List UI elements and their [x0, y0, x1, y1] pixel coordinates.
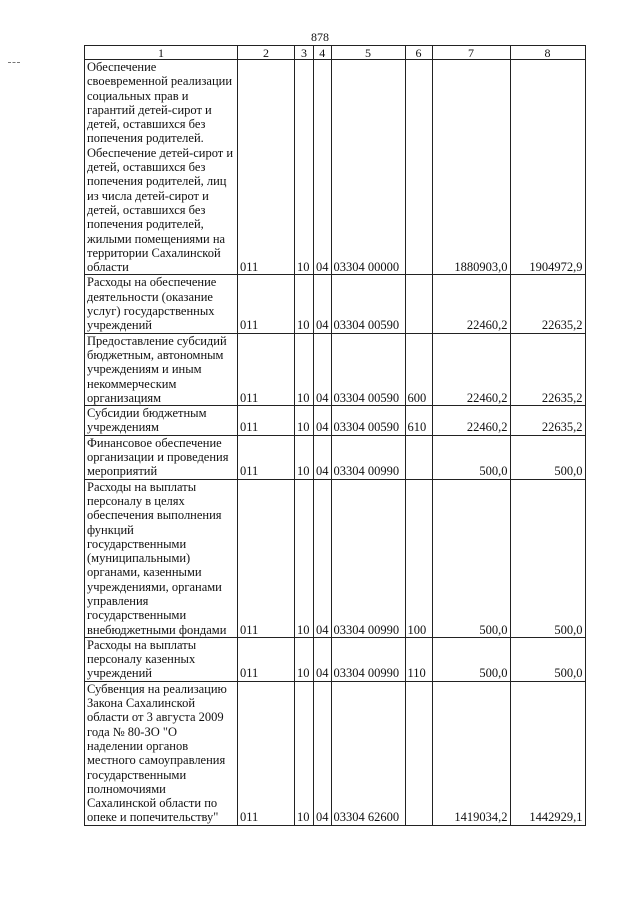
cell-subsection: 04 [314, 275, 332, 333]
cell-ministry: 011 [238, 60, 295, 275]
cell-target: 03304 00590 [331, 275, 405, 333]
cell-amount-2: 500,0 [510, 637, 585, 681]
column-header: 2 [238, 46, 295, 60]
cell-amount-2: 1442929,1 [510, 681, 585, 825]
cell-target: 03304 00590 [331, 333, 405, 405]
table-row [85, 60, 586, 275]
cell-subsection: 04 [314, 435, 332, 479]
budget-table [84, 45, 586, 826]
cell-section: 10 [295, 435, 314, 479]
header-row [85, 46, 586, 60]
column-header: 1 [85, 46, 238, 60]
cell-ministry: 011 [238, 435, 295, 479]
cell-target: 03304 00990 [331, 479, 405, 637]
cell-type [405, 435, 432, 479]
cell-type [405, 60, 432, 275]
table-row [85, 681, 586, 825]
cell-subsection: 04 [314, 60, 332, 275]
cell-section: 10 [295, 681, 314, 825]
cell-amount-1: 1880903,0 [432, 60, 510, 275]
cell-amount-1: 500,0 [432, 637, 510, 681]
cell-amount-2: 22635,2 [510, 275, 585, 333]
table-row [85, 333, 586, 405]
cell-amount-2: 500,0 [510, 435, 585, 479]
cell-subsection: 04 [314, 333, 332, 405]
cell-amount-2: 22635,2 [510, 406, 585, 436]
row-name: Расходы на выплаты персоналу казенных учреждений [85, 637, 238, 681]
cell-section: 10 [295, 479, 314, 637]
cell-section: 10 [295, 60, 314, 275]
cell-target: 03304 00990 [331, 435, 405, 479]
cell-section: 10 [295, 637, 314, 681]
cell-amount-1: 22460,2 [432, 333, 510, 405]
cell-amount-1: 22460,2 [432, 406, 510, 436]
row-name: Предоставление субсидий бюджетным, автономным учреждениям и иным некоммерческим организациям [85, 333, 238, 405]
cell-type: 110 [405, 637, 432, 681]
cell-amount-1: 22460,2 [432, 275, 510, 333]
row-name: Субсидии бюджетным учреждениям [85, 406, 238, 436]
table-row [85, 275, 586, 333]
column-header: 5 [331, 46, 405, 60]
cell-type: 610 [405, 406, 432, 436]
cell-target: 03304 00000 [331, 60, 405, 275]
cell-type [405, 681, 432, 825]
row-name: Обеспечение своевременной реализации социальных прав и гарантий детей-сирот и детей, оставшихся без попечения родителей. Обеспечение детей-сирот и детей, оставшихся без попечения родителей, лиц из числа детей-сирот и детей, оставшихся без попечения родителей, жилыми помещениями на территории Сахалинской области [85, 60, 238, 275]
cell-amount-1: 500,0 [432, 435, 510, 479]
cell-ministry: 011 [238, 275, 295, 333]
cell-type [405, 275, 432, 333]
cell-section: 10 [295, 275, 314, 333]
cell-subsection: 04 [314, 681, 332, 825]
cell-amount-2: 1904972,9 [510, 60, 585, 275]
cell-amount-2: 22635,2 [510, 333, 585, 405]
cell-ministry: 011 [238, 333, 295, 405]
cell-ministry: 011 [238, 479, 295, 637]
column-header: 7 [432, 46, 510, 60]
cell-type: 100 [405, 479, 432, 637]
cell-target: 03304 00990 [331, 637, 405, 681]
cell-amount-1: 500,0 [432, 479, 510, 637]
cell-ministry: 011 [238, 406, 295, 436]
cell-ministry: 011 [238, 681, 295, 825]
row-name: Финансовое обеспечение организации и проведения мероприятий [85, 435, 238, 479]
table-row [85, 406, 586, 436]
margin-mark [8, 62, 20, 63]
cell-section: 10 [295, 406, 314, 436]
row-name: Субвенция на реализацию Закона Сахалинской области от 3 августа 2009 года № 80-ЗО "О наделении органов местного самоуправления государственными полномочиями Сахалинской области по опеке и попечительству" [85, 681, 238, 825]
cell-amount-2: 500,0 [510, 479, 585, 637]
column-header: 6 [405, 46, 432, 60]
cell-amount-1: 1419034,2 [432, 681, 510, 825]
column-header: 4 [314, 46, 332, 60]
column-header: 8 [510, 46, 585, 60]
cell-subsection: 04 [314, 637, 332, 681]
cell-subsection: 04 [314, 406, 332, 436]
table-row [85, 479, 586, 637]
cell-target: 03304 62600 [331, 681, 405, 825]
cell-ministry: 011 [238, 637, 295, 681]
cell-type: 600 [405, 333, 432, 405]
cell-section: 10 [295, 333, 314, 405]
column-header: 3 [295, 46, 314, 60]
row-name: Расходы на выплаты персоналу в целях обеспечения выполнения функций государственными (муниципальными) органами, казенными учреждениями, органами управления государственными внебюджетными фондами [85, 479, 238, 637]
page-number: 878 [311, 30, 329, 44]
table-row [85, 637, 586, 681]
cell-subsection: 04 [314, 479, 332, 637]
cell-target: 03304 00590 [331, 406, 405, 436]
row-name: Расходы на обеспечение деятельности (оказание услуг) государственных учреждений [85, 275, 238, 333]
table-row [85, 435, 586, 479]
